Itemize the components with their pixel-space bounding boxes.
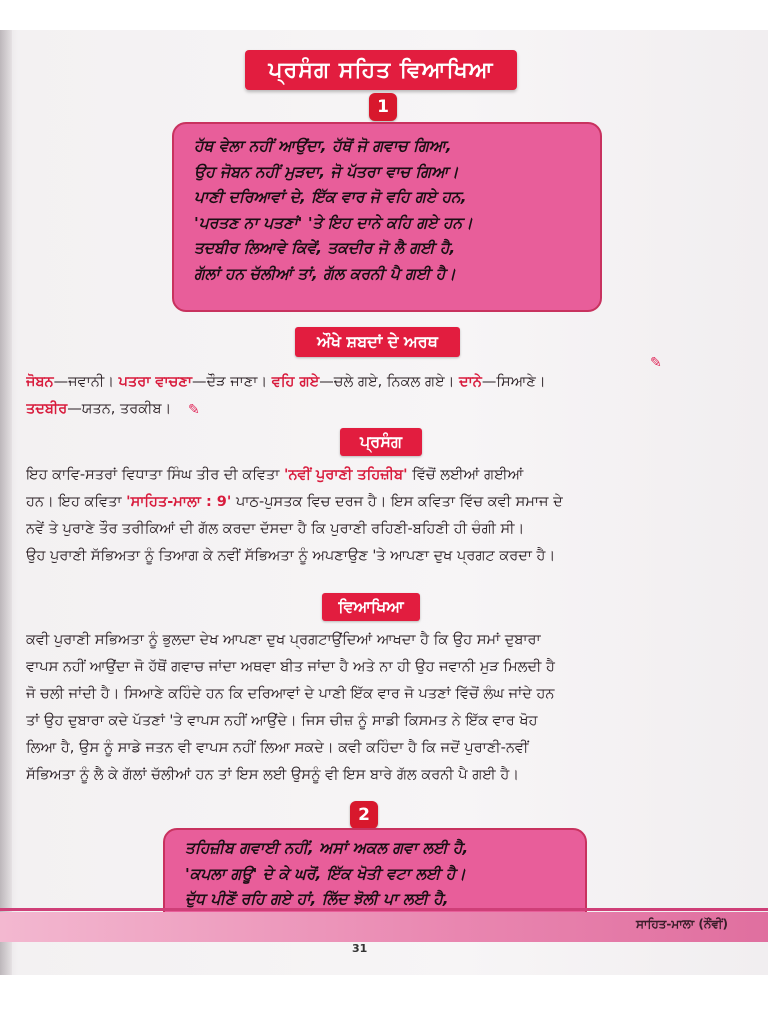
explanation-heading-label — [322, 593, 420, 621]
poem-line: ਹੱਥ ਵੇਲਾ ਨਹੀਂ ਆਉਂਦਾ, ਹੱਥੋਂ ਜੋ ਗਵਾਚ ਗਿਆ, — [194, 137, 452, 155]
poem-title: 'ਨਵੀਂ ਪੁਰਾਣੀ ਤਹਿਜ਼ੀਬ' — [284, 467, 408, 483]
explanation-heading: ਵਿਆਖਿਆ — [338, 597, 404, 616]
page-binding-shadow — [0, 30, 12, 975]
dash: — — [53, 374, 69, 390]
page-number: 31 — [352, 942, 368, 955]
explanation-line: ਵਾਪਸ ਨਹੀਂ ਆਉਂਦਾ ਜੋ ਹੱਥੋਂ ਗਵਾਚ ਜਾਂਦਾ ਅਥਵਾ ਬੀਤ ਜਾਂਦਾ ਹੈ ਅਤੇ ਨਾ ਹੀ ਉਹ ਜਵਾਨੀ ਮੁੜ ਮਿਲਦੀ ਹੈ — [26, 659, 555, 675]
explanation-line: ਜੋ ਚਲੀ ਜਾਂਦੀ ਹੈ। ਸਿਆਣੇ ਕਹਿੰਦੇ ਹਨ ਕਿ ਦਰਿਆਵਾਂ ਦੇ ਪਾਣੀ ਇੱਕ ਵਾਰ ਜੋ ਪਤਣਾਂ ਵਿੱਚੋਂ ਲੰਘ ਜਾਂਦੇ ਹਨ — [26, 686, 555, 702]
term: ਪਤਰਾ ਵਾਚਣਾ — [118, 374, 193, 390]
word-meanings — [26, 369, 744, 423]
explanation-line: ਕਵੀ ਪੁਰਾਣੀ ਸਭਿਅਤਾ ਨੂੰ ਭੁਲਦਾ ਦੇਖ ਆਪਣਾ ਦੁਖ ਪ੍ਰਗਟਾਉਂਦਿਆਂ ਆਖਦਾ ਹੈ ਕਿ ਉਹ ਸਮਾਂ ਦੁਬਾਰਾ — [26, 632, 541, 648]
meanings-heading-label — [295, 327, 460, 357]
term: ਵਹਿ ਗਏ — [271, 374, 320, 390]
meanings-line — [26, 396, 744, 423]
series-name: ਸਾਹਿਤ-ਮਾਲਾ (ਨੌਂਵੀਂ) — [636, 917, 728, 931]
term-meaning: ਦੌੜ ਜਾਣਾ। — [206, 374, 268, 390]
context-heading-label — [340, 428, 422, 456]
term: ਜੋਬਨ — [26, 374, 54, 390]
dash: — — [67, 401, 82, 417]
stanza-number-badge — [369, 93, 397, 121]
pen-doodle-icon: ✎ — [188, 402, 200, 418]
context-line: ਉਹ ਪੁਰਾਣੀ ਸੱਭਿਅਤਾ ਨੂੰ ਤਿਆਗ ਕੇ ਨਵੀਂ ਸੱਭਿਅਤਾ ਨੂੰ ਅਪਣਾਉਣ 'ਤੇ ਆਪਣਾ ਦੁਖ ਪ੍ਰਗਟ ਕਰਦਾ ਹੈ। — [26, 548, 556, 564]
term-meaning: ਜਵਾਨੀ। — [68, 374, 114, 390]
pen-doodle-icon: ✎ — [650, 355, 662, 371]
context-heading: ਪ੍ਰਸੰਗ — [359, 432, 403, 451]
term-meaning: ਯਤਨ, ਤਰਕੀਬ। — [81, 401, 172, 417]
explanation-line: ਤਾਂ ਉਹ ਦੁਬਾਰਾ ਕਦੇ ਪੱਤਣਾਂ 'ਤੇ ਵਾਪਸ ਨਹੀਂ ਆਉਂਦੇ। ਜਿਸ ਚੀਜ਼ ਨੂੰ ਸਾਡੀ ਕਿਸਮਤ ਨੇ ਇੱਕ ਵਾਰ ਖੋਹ — [26, 713, 538, 729]
book-title: 'ਸਾਹਿਤ-ਮਾਲਾ : 9' — [126, 494, 232, 510]
term: ਤਦਬੀਰ — [26, 401, 68, 417]
poem-line: ਗੱਲਾਂ ਹਨ ਚੱਲੀਆਂ ਤਾਂ, ਗੱਲ ਕਰਨੀ ਪੈ ਗਈ ਹੈ। — [194, 264, 456, 283]
context-paragraph — [26, 462, 744, 570]
meanings-line — [26, 369, 744, 396]
context-line — [26, 489, 744, 516]
poem-line: 'ਕਪਲਾ ਗਊ' ਦੇ ਕੇ ਘਰੋਂ, ਇੱਕ ਖੋਤੀ ਵਟਾ ਲਈ ਹੈ। — [185, 864, 466, 883]
dash: — — [481, 374, 497, 390]
footer-rule — [0, 908, 768, 911]
dash: — — [192, 374, 207, 390]
context-text: ਵਿੱਚੋਂ ਲਈਆਂ ਗਈਆਂ — [412, 467, 524, 483]
explanation-line: ਲਿਆ ਹੈ, ਉਸ ਨੂੰ ਸਾਡੇ ਜਤਨ ਵੀ ਵਾਪਸ ਨਹੀਂ ਲਿਆ ਸਕਦੇ। ਕਵੀ ਕਹਿੰਦਾ ਹੈ ਕਿ ਜਦੋਂ ਪੁਰਾਣੀ-ਨਵੀਂ — [26, 740, 529, 756]
section-title-banner — [245, 50, 517, 90]
term-meaning: ਚਲੇ ਗਏ, ਨਿਕਲ ਗਏ। — [333, 374, 455, 390]
book-page — [0, 30, 768, 975]
poem-line: ਤਹਿਜ਼ੀਬ ਗਵਾਈ ਨਹੀਂ, ਅਸਾਂ ਅਕਲ ਗਵਾ ਲਈ ਹੈ, — [185, 839, 469, 857]
poem-line: ਪਾਣੀ ਦਰਿਆਵਾਂ ਦੇ, ਇੱਕ ਵਾਰ ਜੋ ਵਹਿ ਗਏ ਹਨ, — [194, 188, 467, 206]
explanation-paragraph — [26, 627, 744, 789]
context-line: ਨਵੇਂ ਤੇ ਪੁਰਾਣੇ ਤੌਰ ਤਰੀਕਿਆਂ ਦੀ ਗੱਲ ਕਰਦਾ ਦੱਸਦਾ ਹੈ ਕਿ ਪੁਰਾਣੀ ਰਹਿਣੀ-ਬਹਿਣੀ ਹੀ ਚੰਗੀ ਸੀ। — [26, 521, 525, 537]
poem-line: ਤਦਬੀਰ ਲਿਆਵੇ ਕਿਵੇਂ, ਤਕਦੀਰ ਜੋ ਲੈ ਗਈ ਹੈ, — [194, 239, 456, 257]
context-text: ਪਾਠ-ਪੁਸਤਕ ਵਿਚ ਦਰਜ ਹੈ। ਇਸ ਕਵਿਤਾ ਵਿੱਚ ਕਵੀ ਸਮਾਜ ਦੇ — [235, 494, 563, 510]
section-title: ਪ੍ਰਸੰਗ ਸਹਿਤ ਵਿਆਖਿਆ — [268, 57, 494, 83]
stanza-number-badge — [350, 801, 378, 829]
context-line — [26, 462, 744, 489]
dash: — — [319, 374, 334, 390]
stanza-number: 2 — [358, 805, 370, 825]
stanza-number: 1 — [377, 97, 389, 117]
context-text: ਹਨ। ਇਹ ਕਵਿਤਾ — [26, 494, 122, 510]
poem-box-stanza-1 — [172, 122, 602, 312]
term: ਦਾਨੇ — [459, 374, 482, 390]
term-meaning: ਸਿਆਣੇ। — [496, 374, 546, 390]
meanings-heading: ਔਖੇ ਸ਼ਬਦਾਂ ਦੇ ਅਰਥ — [317, 332, 438, 351]
poem-line: ਦੁੱਧ ਪੀਣੋਂ ਰਹਿ ਗਏ ਹਾਂ, ਲਿੱਦ ਝੋਲੀ ਪਾ ਲਈ ਹੈ, — [185, 890, 449, 908]
poem-line: ਉਹ ਜੋਬਨ ਨਹੀਂ ਮੁੜਦਾ, ਜੋ ਪੱਤਰਾ ਵਾਚ ਗਿਆ। — [194, 162, 459, 181]
context-text: ਇਹ ਕਾਵਿ-ਸਤਰਾਂ ਵਿਧਾਤਾ ਸਿੰਘ ਤੀਰ ਦੀ ਕਵਿਤਾ — [26, 467, 280, 483]
explanation-line: ਸੱਭਿਅਤਾ ਨੂੰ ਲੈ ਕੇ ਗੱਲਾਂ ਚੱਲੀਆਂ ਹਨ ਤਾਂ ਇਸ ਲਈ ਉਸਨੂੰ ਵੀ ਇਸ ਬਾਰੇ ਗੱਲ ਕਰਨੀ ਪੈ ਗਈ ਹੈ। — [26, 767, 520, 783]
poem-line: 'ਪਰਤਣ ਨਾ ਪਤਣਾਂ' 'ਤੇ ਇਹ ਦਾਨੇ ਕਹਿ ਗਏ ਹਨ। — [194, 213, 473, 232]
